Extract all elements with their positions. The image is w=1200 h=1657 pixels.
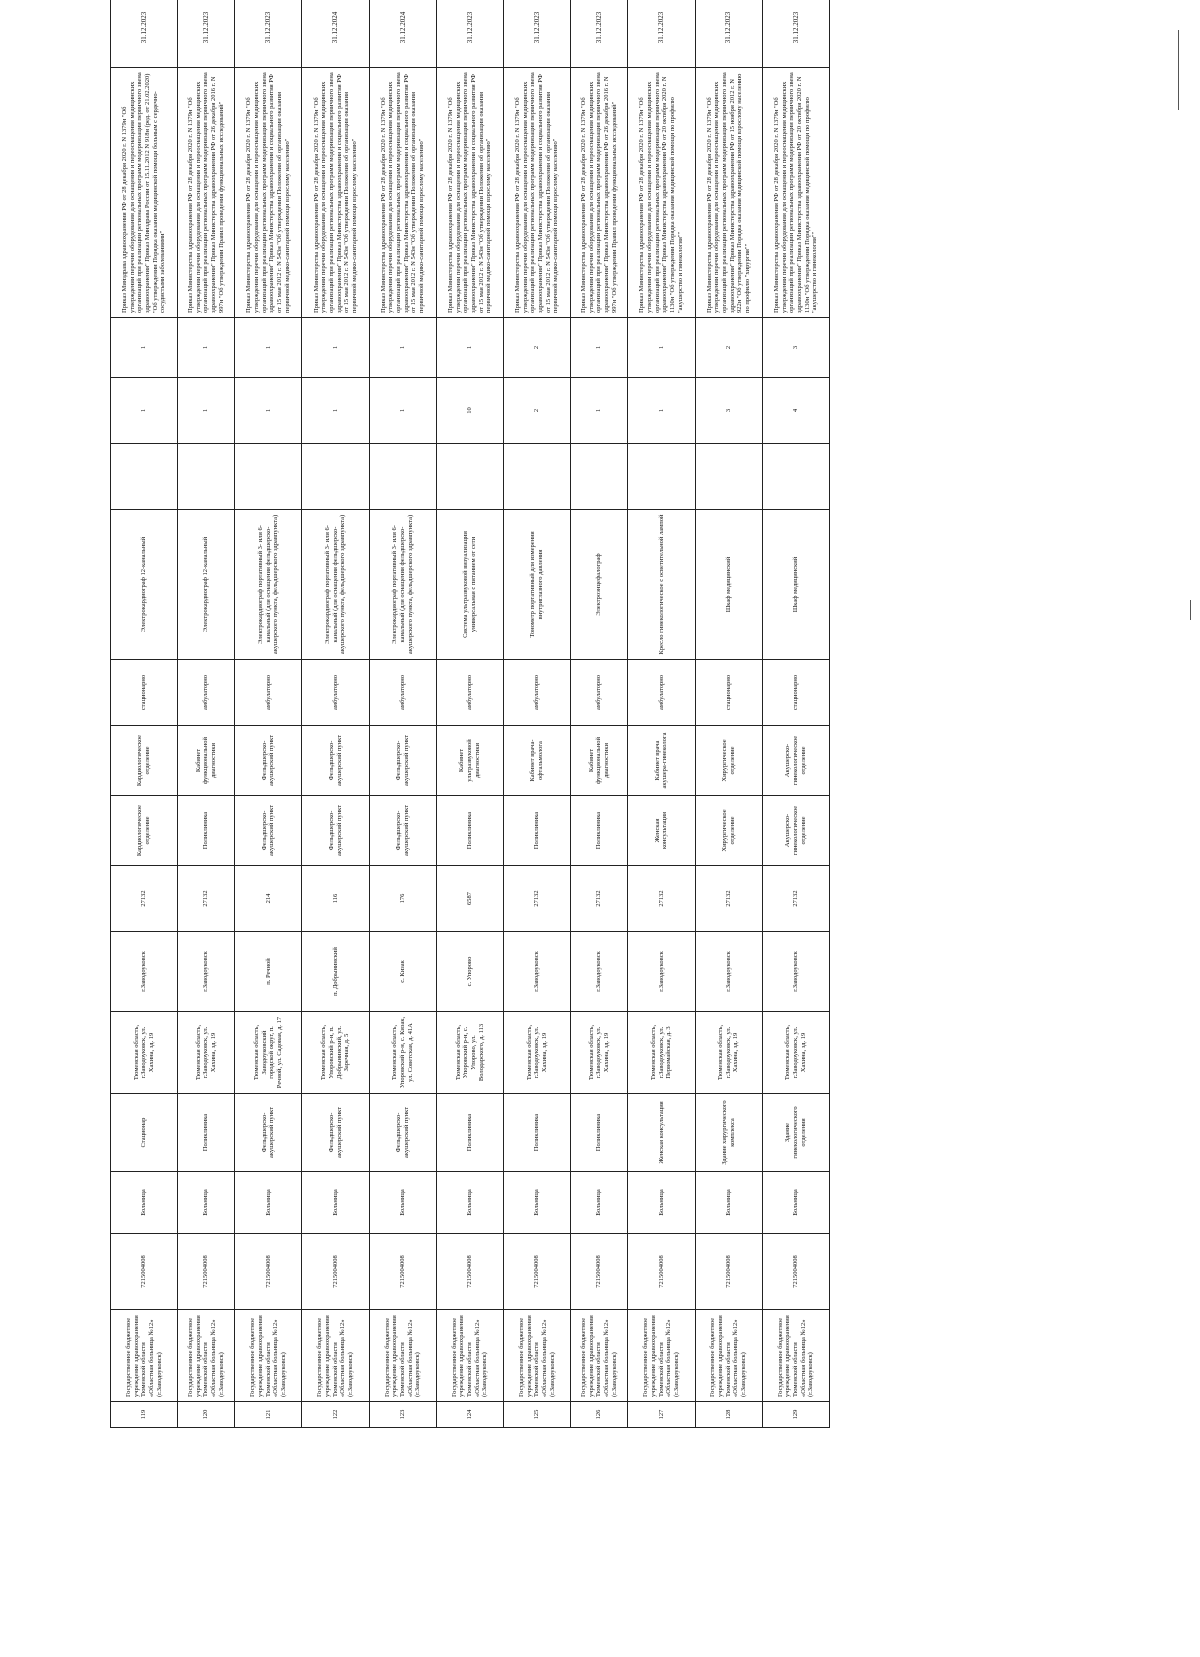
organization-name: Государственное бюджетное учреждение здравоохранения Тюменской области «Областная больница №12» (г.Заводоуковск) [235,1310,302,1402]
population: 27132 [762,866,829,932]
deadline-date: 31.12.2023 [695,0,762,68]
organization-name: Государственное бюджетное учреждение здравоохранения Тюменской области «Областная больница №12» (г.Заводоуковск) [369,1310,436,1402]
quantity-planned: 2 [504,318,571,378]
equipment-name: Электрокардиограф портативный 3- или 6-канальный (для оснащения фельдшерско-акушерского пункта, фельдшерского здравпункта) [302,510,369,660]
cabinet: Кабинет врача акушера-гинеколога [628,726,695,796]
address: Тюменская область, г.Заводоуковск, ул. Хахина, зд. 19 [571,1012,628,1094]
population: 27132 [504,866,571,932]
deadline-date: 31.12.2023 [628,0,695,68]
facility-type: Больница [111,1172,178,1234]
department-building: Фельдшерско-акушерский пункт [369,1094,436,1172]
deadline-date: 31.12.2023 [436,0,503,68]
locality: г.Заводоуковск [178,932,235,1012]
address: Тюменская область, Упоровский р-н, с. Кизак, ул. Советская, д. 41А [369,1012,436,1094]
quantity-planned: 3 [762,318,829,378]
table-row [178,0,235,1428]
empty-cell [504,444,571,510]
row-number: 128 [695,1402,762,1428]
facility-type: Больница [762,1172,829,1234]
organization-name: Государственное бюджетное учреждение здравоохранения Тюменской области «Областная больница №12» (г.Заводоуковск) [628,1310,695,1402]
care-mode: амбулаторно [436,660,503,726]
row-number: 124 [436,1402,503,1428]
quantity-planned: 1 [436,318,503,378]
inn-code: 7215004008 [762,1234,829,1310]
quantity-required: 10 [436,378,503,444]
cabinet: Кардиологическое отделение [111,726,178,796]
quantity-required: 4 [762,378,829,444]
equipment-name: Система ультразвуковой визуализации универсальная с питанием от сети [436,510,503,660]
table-row [628,0,695,1428]
department-building: Поликлиника [571,1094,628,1172]
row-number: 125 [504,1402,571,1428]
care-mode: стационарно [695,660,762,726]
locality: г.Заводоуковск [628,932,695,1012]
cabinet: Кабинет ультразвуковой диагностики [436,726,503,796]
regulatory-basis: Приказ Министерства здравоохранения РФ от 28 декабря 2020 г. N 1379н "Об утверждении перечня оборудования для оснащения и переоснащения медицинских организаций при реализации региональных программ модернизации первичного звена здравоохранения" Приказ Министерства здравоохранения и социального развития РФ от 15 мая 2012 г. N 543н "Об утверждении Положения об организации оказания первичной медико-санитарной помощи взрослому населению" [235,68,302,318]
population: 27132 [178,866,235,932]
table-row [111,0,178,1428]
regulatory-basis: Приказ Министерства здравоохранения РФ от 28 декабря 2020 г. N 1379н "Об утверждении перечня оборудования для оснащения и переоснащения медицинских организаций при реализации региональных программ модернизации первичного звена здравоохранения" Приказ Министерства здравоохранения и социального развития РФ от 15 мая 2012 г. N 543н "Об утверждении Положения об организации оказания первичной медико-санитарной помощи взрослому населению" [302,68,369,318]
organization-name: Государственное бюджетное учреждение здравоохранения Тюменской области «Областная больница №12» (г.Заводоуковск) [762,1310,829,1402]
subdivision: Акушерско-гинекологическое отделение [762,796,829,866]
regulatory-basis: Приказ Министерства здравоохранения РФ от 28 декабря 2020 г. N 1379н "Об утверждении перечня оборудования для оснащения и переоснащения медицинских организаций при реализации региональных программ модернизации первичного звена здравоохранения" Приказ Министерства здравоохранения РФ от 20 октября 2020 г. N 1130н "Об утверждении Порядка оказания медицинской помощи по профилю "акушерство и гинекология"" [762,68,829,318]
table-row [436,0,503,1428]
care-mode: амбулаторно [628,660,695,726]
rotated-table-wrapper [110,0,830,1428]
quantity-planned: 1 [628,318,695,378]
care-mode: стационарно [762,660,829,726]
address: Тюменская область, г.Заводоуковск, ул. Хахина, зд. 19 [111,1012,178,1094]
department-building: Здание хирургического комплекса [695,1094,762,1172]
subdivision: Женская консультация [628,796,695,866]
row-number: 127 [628,1402,695,1428]
facility-type: Больница [436,1172,503,1234]
locality: п. Добрынинский [302,932,369,1012]
address: Тюменская область, г.Заводоуковск, ул. Хахина, зд. 19 [504,1012,571,1094]
care-mode: амбулаторно [571,660,628,726]
table-row [235,0,302,1428]
department-building: Здание гинекологического отделения [762,1094,829,1172]
address: Тюменская область, Упоровский р-н, п. Добрынинский, ул. Заречная, д. 5 [302,1012,369,1094]
deadline-date: 31.12.2023 [235,0,302,68]
cabinet: Хирургическое отделение [695,726,762,796]
quantity-required: 1 [571,378,628,444]
population: 6587 [436,866,503,932]
empty-cell [302,444,369,510]
department-building: Женская консультация [628,1094,695,1172]
inn-code: 7215004008 [302,1234,369,1310]
table-row [695,0,762,1428]
equipment-name: Электрокардиограф портативный 3- или 6-канальный (для оснащения фельдшерско-акушерского пункта, фельдшерского здравпункта) [369,510,436,660]
organization-name: Государственное бюджетное учреждение здравоохранения Тюменской области «Областная больница №12» (г.Заводоуковск) [571,1310,628,1402]
subdivision: Фельдшерско-акушерский пункт [235,796,302,866]
quantity-planned: 1 [571,318,628,378]
scan-edge-line [1178,30,1179,110]
empty-cell [628,444,695,510]
regulatory-basis: Приказ Министерства здравоохранения РФ от 28 декабря 2020 г. N 1379н "Об утверждении перечня оборудования для оснащения и переоснащения медицинских организаций при реализации региональных программ модернизации первичного звена здравоохранения" Приказ Министерства здравоохранения РФ от 15 ноября 2012 г. N 922н "Об утверждении Порядка оказания медицинской помощи взрослому населению по профилю "хирургия"" [695,68,762,318]
subdivision: Поликлиника [178,796,235,866]
table-row [369,0,436,1428]
department-building: Фельдшерско-акушерский пункт [235,1094,302,1172]
regulatory-basis: Приказ Министерства здравоохранения РФ от 28 декабря 2020 г. N 1379н "Об утверждении перечня оборудования для оснащения и переоснащения медицинских организаций при реализации региональных программ модернизации первичного звена здравоохранения" Приказ Министерства здравоохранения и социального развития РФ от 15 мая 2012 г. N 543н "Об утверждении Положения об организации оказания первичной медико-санитарной помощи взрослому населению" [504,68,571,318]
table-row [504,0,571,1428]
locality: г.Заводоуковск [111,932,178,1012]
inn-code: 7215004008 [628,1234,695,1310]
cabinet: Кабинет функциональной диагностики [571,726,628,796]
subdivision: Фельдшерско-акушерский пункт [369,796,436,866]
organization-name: Государственное бюджетное учреждение здравоохранения Тюменской области «Областная больница №12» (г.Заводоуковск) [436,1310,503,1402]
quantity-planned: 1 [302,318,369,378]
locality: г.Заводоуковск [762,932,829,1012]
cabinet: Фельдшерско-акушерский пункт [302,726,369,796]
facility-type: Больница [302,1172,369,1234]
row-number: 123 [369,1402,436,1428]
scan-edge-mark [1190,600,1191,620]
quantity-planned: 2 [695,318,762,378]
population: 116 [302,866,369,932]
address: Тюменская область, г.Заводоуковск, ул. Хахина, зд. 19 [695,1012,762,1094]
equipment-name: Электрокардиограф портативный 3- или 6-канальный (для оснащения фельдшерско-акушерского пункта, фельдшерского здравпункта) [235,510,302,660]
deadline-date: 31.12.2023 [178,0,235,68]
department-building: Фельдшерско-акушерский пункт [302,1094,369,1172]
population: 176 [369,866,436,932]
facility-type: Больница [178,1172,235,1234]
department-building: Поликлиника [178,1094,235,1172]
inn-code: 7215004008 [369,1234,436,1310]
facility-type: Больница [235,1172,302,1234]
population: 27132 [695,866,762,932]
population: 214 [235,866,302,932]
department-building: Стационар [111,1094,178,1172]
row-number: 119 [111,1402,178,1428]
address: Тюменская область, Упоровский р-н, с. Упорово, ул. Володарского, д. 113 [436,1012,503,1094]
facility-type: Больница [695,1172,762,1234]
quantity-required: 1 [302,378,369,444]
facility-type: Больница [571,1172,628,1234]
organization-name: Государственное бюджетное учреждение здравоохранения Тюменской области «Областная больница №12» (г.Заводоуковск) [111,1310,178,1402]
locality: г.Заводоуковск [695,932,762,1012]
regulatory-basis: Приказ Министерства здравоохранения РФ от 28 декабря 2020 г. N 1379н "Об утверждении перечня оборудования для оснащения и переоснащения медицинских организаций при реализации региональных программ модернизации первичного звена здравоохранения" Приказ Министерства здравоохранения РФ от 26 декабря 2016 г. N 997н "Об утверждении Правил проведения функциональных исследований" [178,68,235,318]
deadline-date: 31.12.2023 [504,0,571,68]
locality: г.Заводоуковск [504,932,571,1012]
row-number: 122 [302,1402,369,1428]
quantity-planned: 1 [178,318,235,378]
equipment-name: Электрокардиограф 12-канальный [111,510,178,660]
quantity-planned: 1 [111,318,178,378]
population: 27132 [628,866,695,932]
deadline-date: 31.12.2023 [762,0,829,68]
cabinet: Акушерско-гинекологическое отделение [762,726,829,796]
equipment-name: Тонометр портативный для измерения внутриглазного давления [504,510,571,660]
quantity-required: 1 [178,378,235,444]
regulatory-basis: Приказ Министерства здравоохранения РФ от 28 декабря 2020 г. N 1379н "Об утверждении перечня оборудования для оснащения и переоснащения медицинских организаций при реализации региональных программ модернизации первичного звена здравоохранения" Приказ Министерства здравоохранения РФ от 26 декабря 2016 г. N 997н "Об утверждении Правил проведения функциональных исследований" [571,68,628,318]
inn-code: 7215004008 [235,1234,302,1310]
locality: с. Упорово [436,932,503,1012]
inn-code: 7215004008 [436,1234,503,1310]
address: Тюменская область, Заводоуковский городской округ, п. Речной, ул. Садовая, д. 17 [235,1012,302,1094]
locality: г.Заводоуковск [571,932,628,1012]
cabinet: Фельдшерско-акушерский пункт [369,726,436,796]
deadline-date: 31.12.2023 [571,0,628,68]
subdivision: Поликлиника [436,796,503,866]
department-building: Поликлиника [436,1094,503,1172]
empty-cell [235,444,302,510]
empty-cell [369,444,436,510]
deadline-date: 31.12.2024 [369,0,436,68]
locality: п. Речной [235,932,302,1012]
quantity-planned: 1 [369,318,436,378]
address: Тюменская область, г.Заводоуковск, ул. Первомайская, д. 3 [628,1012,695,1094]
organization-name: Государственное бюджетное учреждение здравоохранения Тюменской области «Областная больница №12» (г.Заводоуковск) [695,1310,762,1402]
care-mode: амбулаторно [504,660,571,726]
subdivision: Поликлиника [571,796,628,866]
quantity-planned: 1 [235,318,302,378]
quantity-required: 1 [369,378,436,444]
inn-code: 7215004008 [111,1234,178,1310]
subdivision: Фельдшерско-акушерский пункт [302,796,369,866]
empty-cell [695,444,762,510]
quantity-required: 1 [628,378,695,444]
row-number: 120 [178,1402,235,1428]
equipment-name: Электрокардиограф 12-канальный [178,510,235,660]
equipment-name: Кресло гинекологическое с осветительной лампой [628,510,695,660]
inn-code: 7215004008 [695,1234,762,1310]
quantity-required: 1 [235,378,302,444]
quantity-required: 3 [695,378,762,444]
deadline-date: 31.12.2023 [111,0,178,68]
cabinet: Кабинет врача-офтальмолога [504,726,571,796]
address: Тюменская область, г.Заводоуковск, ул. Хахина, зд. 19 [762,1012,829,1094]
regulatory-basis: Приказ Министерства здравоохранения РФ от 28 декабря 2020 г. N 1379н "Об утверждении перечня оборудования для оснащения и переоснащения медицинских организаций при реализации региональных программ модернизации первичного звена здравоохранения" Приказ Министерства здравоохранения и социального развития РФ от 15 мая 2012 г. N 543н "Об утверждении Положения об организации оказания первичной медико-санитарной помощи взрослому населению" [369,68,436,318]
subdivision: Кардиологическое отделение [111,796,178,866]
inn-code: 7215004008 [571,1234,628,1310]
row-number: 121 [235,1402,302,1428]
empty-cell [436,444,503,510]
deadline-date: 31.12.2024 [302,0,369,68]
organization-name: Государственное бюджетное учреждение здравоохранения Тюменской области «Областная больница №12» (г.Заводоуковск) [302,1310,369,1402]
table-row [302,0,369,1428]
care-mode: амбулаторно [369,660,436,726]
table-row [571,0,628,1428]
row-number: 126 [571,1402,628,1428]
equipment-name: Шкаф медицинский [695,510,762,660]
population: 27132 [111,866,178,932]
empty-cell [111,444,178,510]
inn-code: 7215004008 [178,1234,235,1310]
department-building: Поликлиника [504,1094,571,1172]
facility-type: Больница [369,1172,436,1234]
subdivision: Поликлиника [504,796,571,866]
organization-name: Государственное бюджетное учреждение здравоохранения Тюменской области «Областная больница №12» (г.Заводоуковск) [178,1310,235,1402]
empty-cell [762,444,829,510]
table-row [762,0,829,1428]
locality: с. Кизак [369,932,436,1012]
empty-cell [178,444,235,510]
empty-cell [571,444,628,510]
facility-type: Больница [504,1172,571,1234]
equipment-name: Электроэнцефалограф [571,510,628,660]
cabinet: Кабинет функциональной диагностики [178,726,235,796]
organization-name: Государственное бюджетное учреждение здравоохранения Тюменской области «Областная больница №12» (г.Заводоуковск) [504,1310,571,1402]
inn-code: 7215004008 [504,1234,571,1310]
quantity-required: 2 [504,378,571,444]
cabinet: Фельдшерско-акушерский пункт [235,726,302,796]
equipment-name: Шкаф медицинский [762,510,829,660]
address: Тюменская область, г.Заводоуковск, ул. Хахина, зд. 19 [178,1012,235,1094]
care-mode: стационарно [111,660,178,726]
population: 27132 [571,866,628,932]
care-mode: амбулаторно [302,660,369,726]
care-mode: амбулаторно [178,660,235,726]
regulatory-basis: Приказ Министерства здравоохранения РФ от 28 декабря 2020 г. N 1379н "Об утверждении перечня оборудования для оснащения и переоснащения медицинских организаций при реализации региональных программ модернизации первичного звена здравоохранения" Приказ Министерства здравоохранения РФ от 20 октября 2020 г. N 1130н "Об утверждении Порядка оказания медицинской помощи по профилю "акушерство и гинекология"" [628,68,695,318]
row-number: 129 [762,1402,829,1428]
subdivision: Хирургическое отделение [695,796,762,866]
table-body [111,0,830,1428]
care-mode: амбулаторно [235,660,302,726]
quantity-required: 1 [111,378,178,444]
regulatory-basis: Приказ Министерства здравоохранения РФ от 28 декабря 2020 г. N 1379н "Об утверждении перечня оборудования для оснащения и переоснащения медицинских организаций при реализации региональных программ модернизации первичного звена здравоохранения" Приказ Министерства здравоохранения и социального развития РФ от 15 мая 2012 г. N 543н "Об утверждении Положения об организации оказания первичной медико-санитарной помощи взрослому населению" [436,68,503,318]
facility-type: Больница [628,1172,695,1234]
regulatory-basis: Приказ Минздрава здравоохранения РФ от 28 декабря 2020 г. N 1379н "Об утверждении перечня оборудования для оснащения и переоснащения медицинских организаций при реализации региональных программ модернизации первичного звена здравоохранения" Приказ Минздрава России от 15.11.2012 N 918н (ред. от 21.02.2020) "Об утверждении Порядка оказания медицинской помощи больным с сердечно-сосудистыми заболеваниями" [111,68,178,318]
equipment-table [110,0,830,1428]
